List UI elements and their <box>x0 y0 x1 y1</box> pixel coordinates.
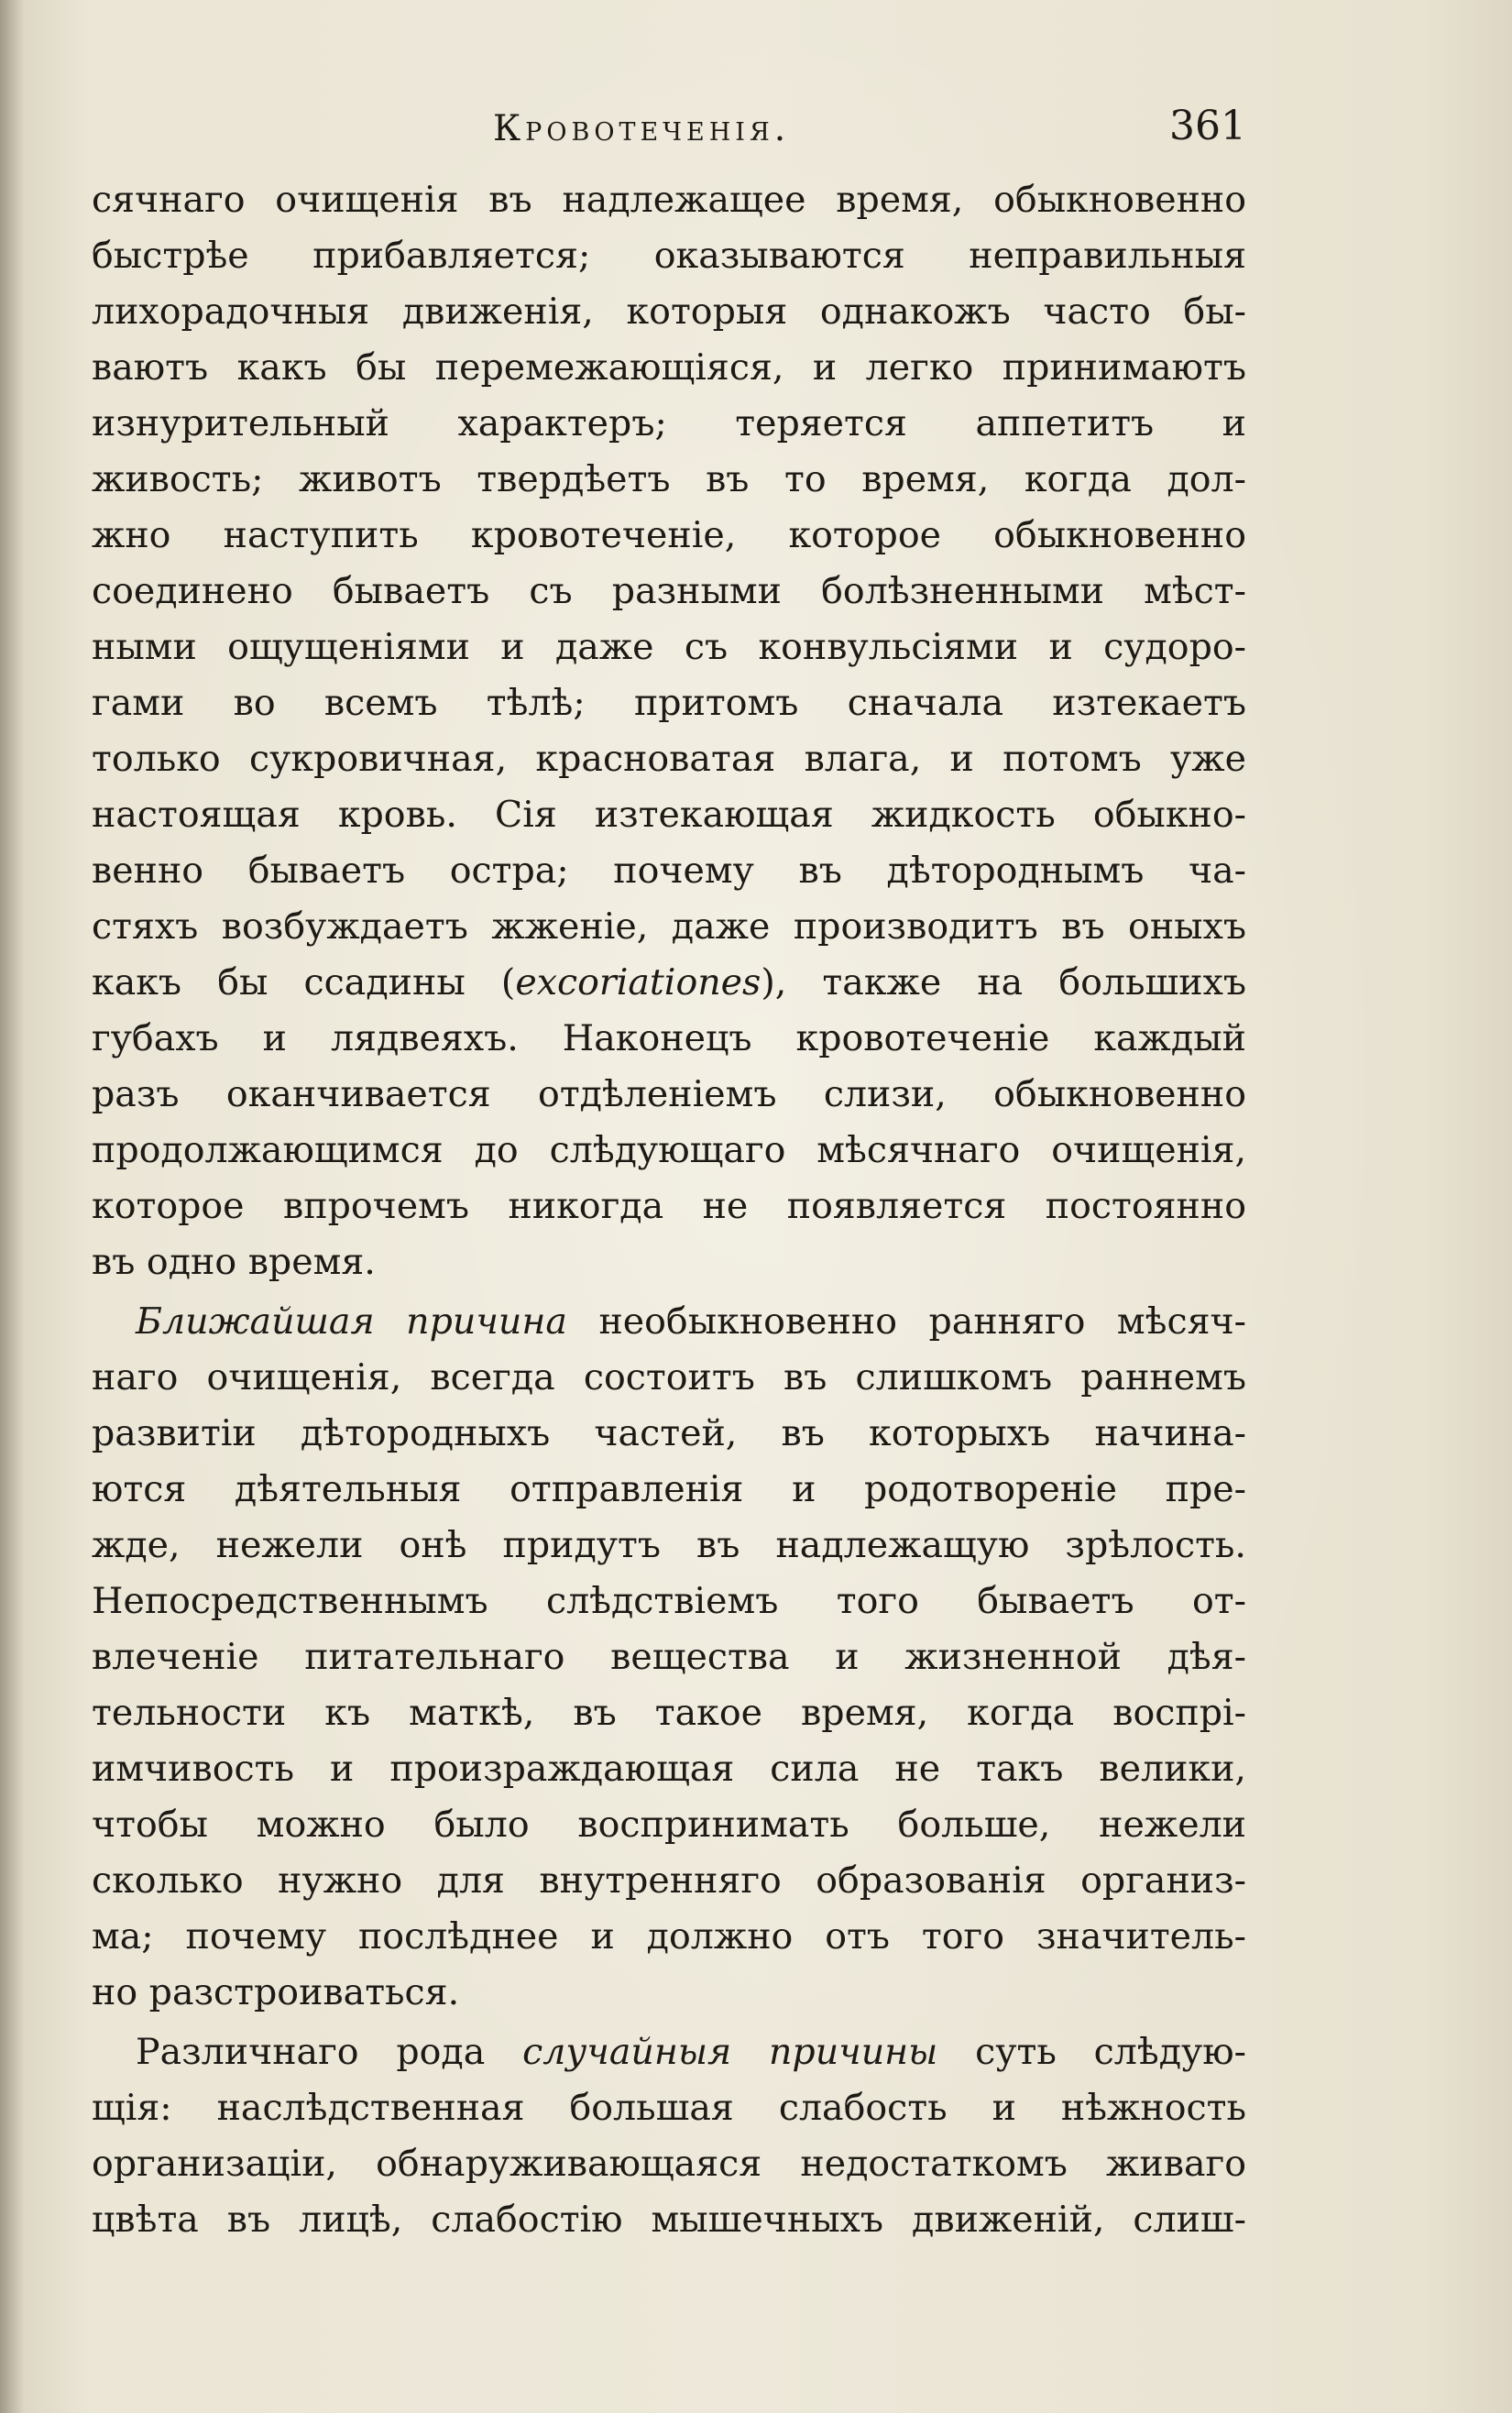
text-line: ма; почему послѣднее и должно отъ того значитель- <box>92 1915 1246 1958</box>
text-line: жде, нежели онѣ придутъ въ надлежащую зрѣлость. <box>92 1524 1246 1566</box>
text-line: ются дѣятельныя отправленія и родотвореніе пре- <box>92 1468 1246 1510</box>
paragraph-1 <box>92 172 1246 1290</box>
italic-heading-term: Ближайшая причина <box>136 1300 567 1343</box>
text-line: развитіи дѣтородныхъ частей, въ которыхъ начина- <box>92 1412 1246 1454</box>
text-line: продолжающимся до слѣдующаго мѣсячнаго очищенія, <box>92 1129 1246 1171</box>
text-fragment: ), также на большихъ <box>761 961 1246 1004</box>
text-line: ваютъ какъ бы перемежающіяся, и легко принимаютъ <box>92 346 1246 389</box>
text-line: разъ оканчивается отдѣленіемъ слизи, обыкновенно <box>92 1073 1246 1115</box>
text-line: которое впрочемъ никогда не появляется постоянно <box>92 1185 1246 1227</box>
text-line: лихорадочныя движенія, которыя однакожъ часто бы- <box>92 291 1246 333</box>
running-title: Кровотеченія. <box>493 108 791 149</box>
paragraph-lead-line <box>92 1294 1246 1350</box>
text-line: цвѣта въ лицѣ, слабостію мышечныхъ движеній, слиш- <box>92 2199 1246 2241</box>
text-line: живость; животъ твердѣетъ въ то время, когда дол- <box>92 458 1246 500</box>
body-text <box>92 172 1246 2248</box>
text-line: жно наступить кровотеченіе, которое обыкновенно <box>92 514 1246 556</box>
text-line: стяхъ возбуждаетъ жженіе, даже производитъ въ оныхъ <box>92 905 1246 948</box>
text-line: сколько нужно для внутренняго образованія организ- <box>92 1859 1246 1902</box>
paragraph-2 <box>92 1294 1246 2021</box>
latin-term: excoriationes <box>515 961 761 1004</box>
text-line-latin-term <box>92 955 1246 1011</box>
text-line: венно бываетъ остра; почему въ дѣтороднымъ ча- <box>92 850 1246 892</box>
italic-heading-term: случайныя причины <box>522 2031 938 2073</box>
text-line: гами во всемъ тѣлѣ; притомъ сначала изтекаетъ <box>92 682 1246 724</box>
page-number: 361 <box>1169 103 1246 149</box>
text-fragment: Различнаго рода <box>136 2031 523 2073</box>
text-fragment: какъ бы ссадины ( <box>92 961 516 1004</box>
text-fragment: суть слѣдую- <box>937 2031 1246 2073</box>
text-line: ными ощущеніями и даже съ конвульсіями и судоро- <box>92 626 1246 668</box>
paragraph-lead-line <box>92 2024 1246 2080</box>
text-line: соединено бываетъ съ разными болѣзненными мѣст- <box>92 570 1246 612</box>
text-line: изнурительный характеръ; теряется аппетитъ и <box>92 402 1246 444</box>
text-line: настоящая кровь. Сія изтекающая жидкость обыкно- <box>92 794 1246 836</box>
text-line: организаціи, обнаруживающаяся недостаткомъ живаго <box>92 2143 1246 2185</box>
text-line-last: въ одно время. <box>92 1241 376 1283</box>
text-line: Непосредственнымъ слѣдствіемъ того бываетъ от- <box>92 1580 1246 1622</box>
text-line: сячнаго очищенія въ надлежащее время, обыкновенно <box>92 179 1246 221</box>
text-line: только сукровичная, красноватая влага, и потомъ уже <box>92 738 1246 780</box>
text-line: щія: наслѣдственная большая слабость и нѣжность <box>92 2087 1246 2129</box>
text-line-last: но разстроиваться. <box>92 1971 460 2013</box>
spine-shadow <box>0 0 24 2413</box>
text-line: тельности къ маткѣ, въ такое время, когда воспрі- <box>92 1692 1246 1734</box>
paragraph-3 <box>92 2024 1246 2248</box>
text-line: чтобы можно было воспринимать больше, нежели <box>92 1804 1246 1846</box>
text-line: имчивость и произраждающая сила не такъ велики, <box>92 1748 1246 1790</box>
text-line: быстрѣе прибавляется; оказываются неправильныя <box>92 235 1246 277</box>
text-line: губахъ и лядвеяхъ. Наконецъ кровотеченіе каждый <box>92 1017 1246 1059</box>
text-fragment: необыкновенно ранняго мѣсяч- <box>566 1300 1246 1343</box>
text-line: наго очищенія, всегда состоитъ въ слишкомъ раннемъ <box>92 1356 1246 1398</box>
text-line: влеченіе питательнаго вещества и жизненной дѣя- <box>92 1636 1246 1678</box>
page-header <box>92 103 1246 163</box>
